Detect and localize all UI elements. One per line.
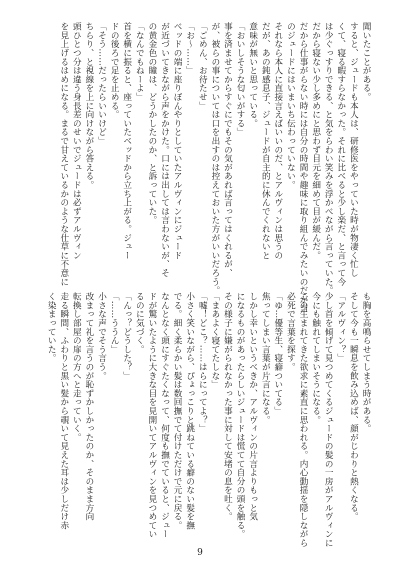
top-line: それなら本人に直接言えばいいのだ、とアルヴィンは思うの [272, 22, 283, 260]
bottom-line: 「アルヴィン？」 [335, 292, 346, 363]
bottom-line: 改まって礼を言うのが恥ずかしかったのか、そのまま方向 [83, 292, 94, 521]
top-line: 聞いたことがある。 [361, 22, 371, 102]
top-line: のジュードにはいまいち伝わっていない。 [285, 22, 296, 190]
bottom-line: 「んっ？どうした？」 [121, 292, 132, 380]
top-line: くて、寝る暇すらなかった。それに比べると少し楽だ、と言って今 [335, 22, 346, 286]
top-line: を見上げるはめになる。まるで甘えているかのような仕草に不意に [58, 22, 69, 286]
top-line: は少ぐっすりできる、と気をらわい笑みを浮かべながら言っていた。 [323, 22, 334, 295]
top-line: 意味が無いと思っている。 [247, 22, 258, 128]
bottom-line: 「……ううん」 [109, 292, 120, 354]
top-line: だから寝ない少し多めにと思わず目元を細めて目が緩んだ。 [310, 22, 321, 260]
bottom-line: でる。細く柔らかい髪は数回撫でて付けただけで元に戻る。 [172, 292, 183, 530]
bottom-line: 小さな声でそう言う。 [96, 292, 107, 380]
top-line: すると、ジュードも本人は、研修医をやっていた時が物凄く忙し [348, 22, 359, 278]
text-block-upper [57, 22, 372, 313]
top-line: 事を済ませてからすぐにでもその気があれば言ってはくれるが、 [222, 22, 233, 278]
top-line: 首を横に振ると、座っていたベッドから立ち上がる。ジュー [121, 22, 132, 260]
bottom-line: 今にも触れてしまいそうになる。 [310, 292, 321, 424]
bottom-line: しかし幸いというべきか、アルヴィンの片言よりもっと気 [247, 292, 258, 521]
top-line: だから仕事がらない時には自分の時間や趣味に取り組んでみたいのだが当 [298, 22, 309, 313]
top-line: が近づいてきながら声をかけた。口には出しては言わないが、そ [159, 22, 170, 278]
bottom-line: 転換し部屋の扉の方へと走っていく。 [71, 292, 82, 442]
bottom-line: その様子に嫌がられなかった事に対して安堵の息を吐く。 [222, 292, 233, 521]
bottom-line: 走る瞬間、ふわりと黒い髪から覗いて見えた耳は少しだけ赤 [58, 292, 69, 530]
bottom-line: 「まあよく寝てたしな」 [209, 292, 220, 389]
bottom-line: 焦ってしまい言葉が片言になる。 [260, 292, 271, 424]
bottom-line: ドが驚いたように大きな目を見開いてアルヴィンを見つめてい [146, 292, 157, 539]
bottom-line: になるものがあったらしいジュードは慌てて自分の頭を触る。 [235, 292, 246, 539]
top-line: 「そう……だったらいいけど」 [96, 22, 107, 146]
top-line: 「なんでもねーよ」 [134, 22, 145, 102]
top-line: が、被らの事については口を出すのは控えておいた方がいいだろう。 [209, 22, 220, 295]
top-line: 頭ひとつ分は違う身長差のせいでジュードは必ずアルヴィン [71, 22, 82, 260]
bottom-line: なんとなく頭にすぐたくなって、何度も撫でていると、ジュー [159, 292, 170, 539]
bottom-line: く染まっていた。 [46, 292, 57, 363]
top-line: ちらり、と視線を上に向けながら答える。 [83, 22, 94, 190]
bottom-line: も胸を高鳴らせてしまう時がある。 [361, 292, 371, 433]
top-line: 「ごめん、お待たせ」 [197, 22, 208, 110]
bottom-line: 小さく笑いながら、ぴょっこりと跳ねている癖のない髪を撫 [184, 292, 195, 530]
top-line: ドの後ろで足を止める。 [109, 22, 120, 119]
bottom-line: 「ゆ…優等生、寝癖ついてる」 [272, 292, 283, 416]
bottom-line: そして今も一瞬息を飲み込めば、顔がじわりと熱くなる。 [348, 292, 359, 521]
bottom-line: 「嘘！どこ？……はらにってよ？」 [197, 292, 208, 433]
top-line: 「お〜……」 [184, 22, 195, 75]
top-line: だが、あの鈍感息子、ジュードが自主的に休んでくれないと [260, 22, 271, 260]
text-block-lower [45, 292, 372, 554]
bottom-line: 必死で言葉を探す。 [285, 292, 296, 372]
bottom-line: るのに気づく。 [134, 292, 145, 354]
bottom-line: この生まれてきた欲求に素直に思われる。内心動揺を隠しながら [298, 292, 309, 548]
bottom-line: 少し首を傾げて見つめてくるジュードの髪の一房がアルヴィンに [323, 292, 334, 548]
top-line: ベッドの端に座りぼんやりとしていたアルヴィンにジュード [172, 22, 183, 260]
top-line: 「おいしそうな匂いがする」 [235, 22, 246, 137]
page-number: 9 [197, 548, 203, 558]
top-line: の黄金色の瞳は、どうかしたのか、と訴っていた。 [146, 22, 157, 225]
